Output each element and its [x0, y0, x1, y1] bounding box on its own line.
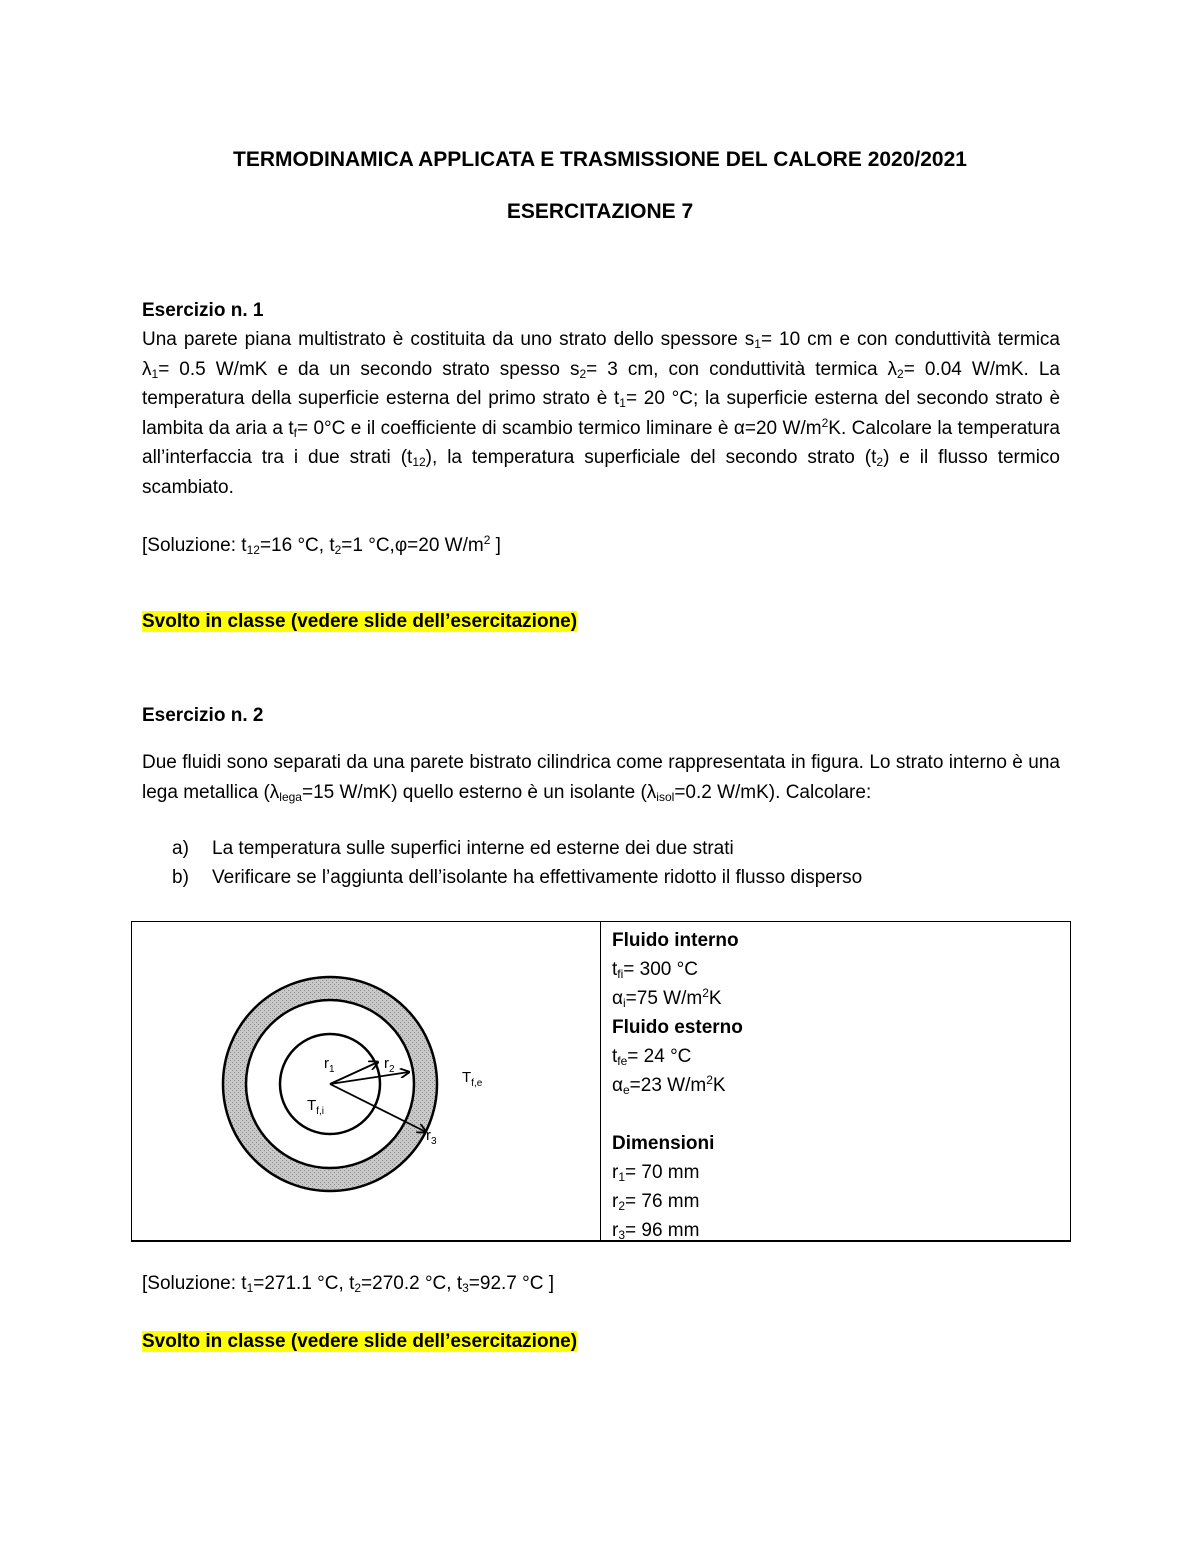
exercise-1-note: Svolto in classe (vedere slide dell’esercitazione): [142, 611, 578, 632]
exercise-2-text: Due fluidi sono separati da una parete bistrato cilindrica come rappresentata in figura. Lo strato interno è una lega metallica ($\lambda_{lega}=15$ W/mK) quello esterno è un isolante ($\lambda_{isol}=0.2$ W/mK). Calcolare:: [142, 752, 1060, 804]
exercise-set-title: ESERCITAZIONE 7: [506, 200, 694, 223]
inner-heat-coefficient: $\alpha_i=75$ $W/m^2K$: [612, 986, 722, 1010]
outer-fluid-heading: Fluido esterno: [612, 1017, 743, 1038]
list-item-b: Verificare se l’aggiunta dell’isolante ha effettivamente ridotto il flusso disperso: [212, 867, 863, 888]
label-r3: $r_3$: [426, 1127, 437, 1147]
cylinder-diagram: [132, 922, 600, 1240]
table-divider: [600, 922, 601, 1240]
label-r1: $r_1$: [324, 1055, 335, 1075]
figure-table: [131, 921, 1071, 1242]
data-column: [612, 926, 743, 1245]
label-r2: $r_2$: [384, 1055, 395, 1075]
list-item-a: La temperatura sulle superfici interne ed esterne dei due strati: [212, 838, 734, 859]
radius-r2-value: $r_2= 76$ mm: [612, 1191, 700, 1213]
spacer: [612, 1100, 743, 1129]
outer-heat-coefficient: $\alpha_e=23$ $W/m^2K$: [612, 1073, 726, 1097]
course-title: TERMODINAMICA APPLICATA E TRASMISSIONE DEL CALORE 2020/2021: [233, 148, 967, 171]
label-tfi: $T_{f,i}$: [307, 1097, 324, 1117]
exercise-2-heading: Esercizio n. 2: [142, 705, 264, 726]
dimensions-heading: Dimensioni: [612, 1133, 715, 1154]
exercise-1-solution: [Soluzione: $t_{12}=16$ °C, $t_2=1$ °C,φ=20 $W/m^2$ ]: [142, 533, 501, 557]
inner-fluid-heading: Fluido interno: [612, 930, 739, 951]
list-marker-a: a): [172, 838, 189, 859]
radius-r1-value: $r_1= 70$ mm: [612, 1162, 700, 1184]
exercise-1-heading: Esercizio n. 1: [142, 300, 264, 321]
exercise-1-text: Una parete piana multistrato è costituita da uno strato dello spessore $s_1= 10$ cm e con conduttività termica $\lambda_1= 0.5$ W/mK e da un secondo strato spesso $s_2= 3$ cm, con conduttività termica $\lambda_2= 0.04$ W/mK. La temperatura della superficie esterna del primo strato è $t_1= 20$ °C; la superficie esterna del secondo strato è lambita da aria a $t_f= 0^\circ C$ e il coefficiente di scambio termico liminare è α=20 $W/m^2K$. Calcolare la temperatura all’interfaccia tra i due strati $(t_{12})$, la temperatura superficiale del secondo strato $(t_2)$ e il flusso termico scambiato.: [142, 329, 1061, 498]
outer-fluid-temperature: $t_{fe}= 24$ °C: [612, 1046, 692, 1068]
inner-fluid-temperature: $t_{fi}= 300$ °C: [612, 959, 698, 981]
list-marker-b: b): [172, 867, 189, 888]
radius-r3-value: $r_3= 96$ mm: [612, 1220, 700, 1242]
label-tfe: $T_{f,e}$: [462, 1069, 483, 1089]
exercise-2-solution: [Soluzione: $t_1=271.1$ °C, $t_2=270.2$ °C, $t_3=92.7$ °C ]: [142, 1273, 555, 1295]
exercise-2-note: Svolto in classe (vedere slide dell’esercitazione): [142, 1331, 578, 1352]
